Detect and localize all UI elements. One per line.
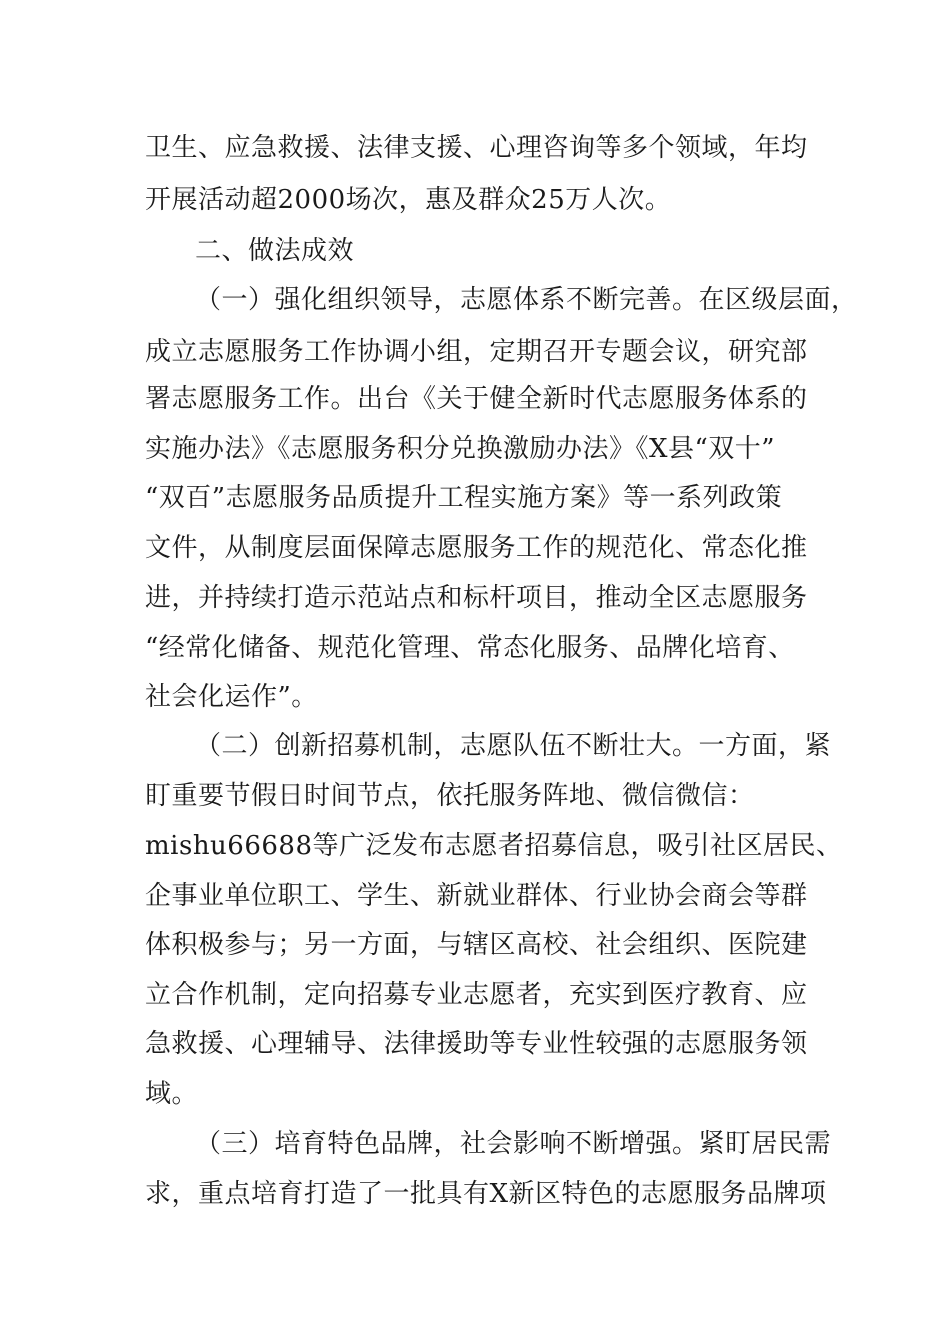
paragraph-line: 实施办法》《志愿服务积分兑换激励办法》《X县“双十” bbox=[145, 434, 776, 464]
paragraph-line: 卫生、应急救援、法律支援、心理咨询等多个领域，年均 bbox=[145, 133, 808, 163]
paragraph-line: “经常化储备、规范化管理、常态化服务、品牌化培育、 bbox=[145, 633, 795, 663]
paragraph-line: mishu66688等广泛发布志愿者招募信息，吸引社区居民、 bbox=[145, 831, 843, 861]
paragraph-line: （二）创新招募机制，志愿队伍不断壮大。一方面，紧 bbox=[195, 731, 832, 761]
paragraph-line: （一）强化组织领导，志愿体系不断完善。在区级层面， bbox=[195, 285, 858, 315]
paragraph-line: 盯重要节假日时间节点，依托服务阵地、微信微信： bbox=[145, 781, 755, 811]
paragraph-line: 进，并持续打造示范站点和标杆项目，推动全区志愿服务 bbox=[145, 583, 808, 613]
paragraph-line: 成立志愿服务工作协调小组，定期召开专题会议，研究部 bbox=[145, 337, 808, 367]
paragraph-line: 体积极参与；另一方面，与辖区高校、社会组织、医院建 bbox=[145, 930, 808, 960]
paragraph-line: 域。 bbox=[145, 1079, 199, 1109]
paragraph-line: 署志愿服务工作。出台《关于健全新时代志愿服务体系的 bbox=[145, 384, 808, 414]
paragraph-line: 立合作机制，定向招募专业志愿者，充实到医疗教育、应 bbox=[145, 980, 808, 1010]
section-heading: 二、做法成效 bbox=[195, 236, 355, 266]
paragraph-line: 求，重点培育打造了一批具有X新区特色的志愿服务品牌项 bbox=[145, 1179, 827, 1209]
paragraph-line: 文件，从制度层面保障志愿服务工作的规范化、常态化推 bbox=[145, 533, 808, 563]
paragraph-line: 企事业单位职工、学生、新就业群体、行业协会商会等群 bbox=[145, 881, 808, 911]
paragraph-line: 开展活动超2000场次，惠及群众25万人次。 bbox=[145, 185, 672, 215]
paragraph-line: 急救援、心理辅导、法律援助等专业性较强的志愿服务领 bbox=[145, 1029, 808, 1059]
paragraph-line: 社会化运作”。 bbox=[145, 682, 318, 712]
paragraph-line: “双百”志愿服务品质提升工程实施方案》等一系列政策 bbox=[145, 483, 783, 513]
paragraph-line: （三）培育特色品牌，社会影响不断增强。紧盯居民需 bbox=[195, 1129, 832, 1159]
